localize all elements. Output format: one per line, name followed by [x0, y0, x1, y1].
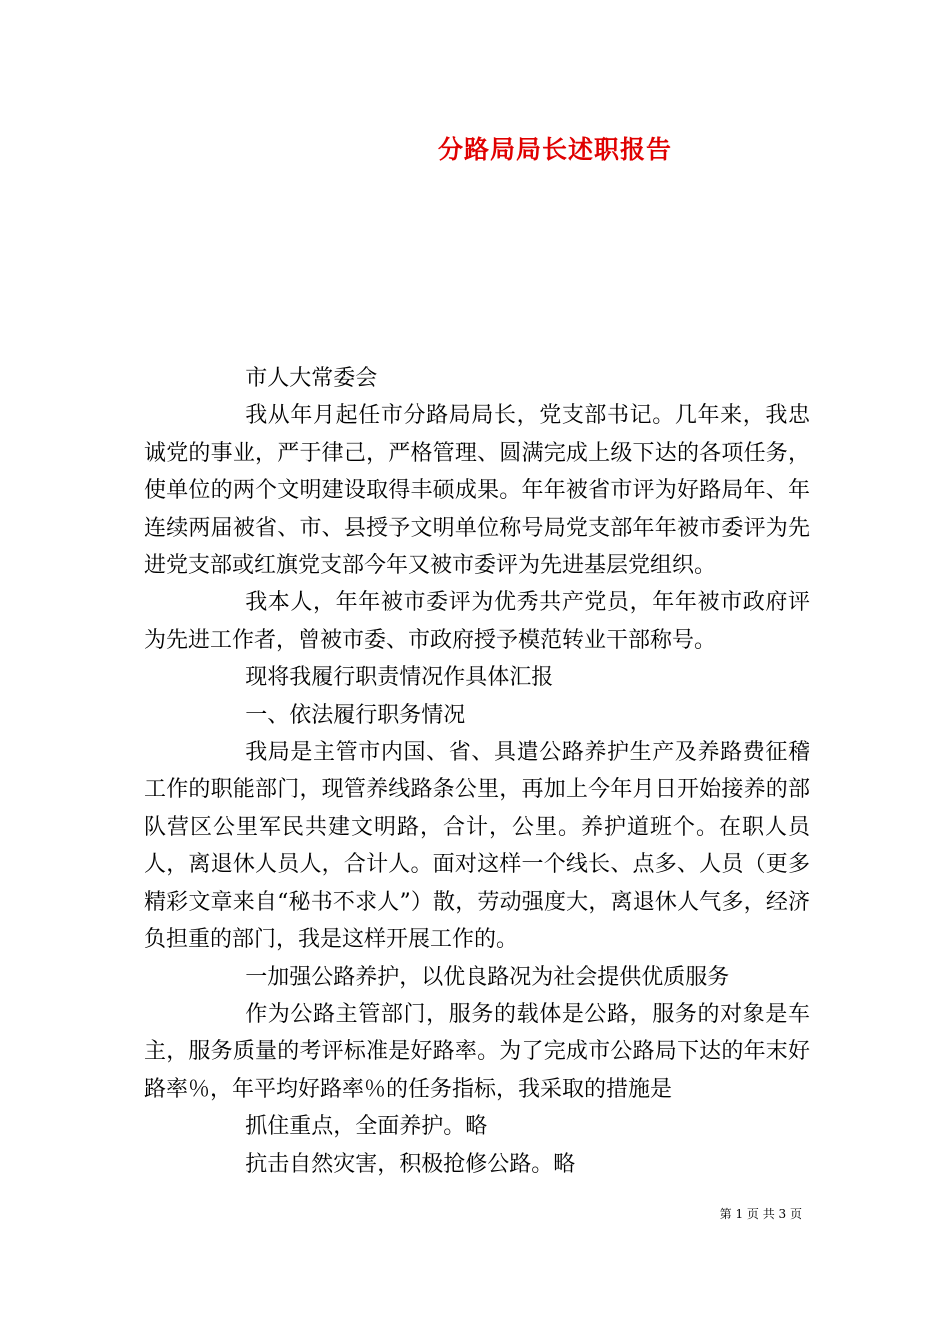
section-heading: 一、依法履行职务情况 — [245, 702, 466, 728]
body-paragraph: 我本人，年年被市委评为优秀共产党员，年年被市政府评为先进工作者，曾被市委、市政府授予模范转业干部称号。 — [144, 590, 810, 653]
salutation-paragraph: 市人大常委会 — [245, 366, 378, 391]
body-paragraph: 现将我履行职责情况作具体汇报 — [245, 665, 554, 691]
body-paragraph: 我局是主管市内国、省、具遣公路养护生产及养路费征稽工作的职能部门，现管养线路条公里，再加上今年月日开始接养的部队营区公里军民共建文明路，合计，公里。养护道班个。在职人员人，离退休人员人，合计人。面对这样一个线长、点多、人员（更多精彩文章来自“秘书不求人”）散，劳动强度大，离退休人气多，经济负担重的部门，我是这样开展工作的。 — [144, 740, 810, 953]
body-paragraph: 我从年月起任市分路局局长，党支部书记。几年来，我忠诚党的事业，严于律己，严格管理、圆满完成上级下达的各项任务，使单位的两个文明建设取得丰硕成果。年年被省市评为好路局年、年连续两届被省、市、县授予文明单位称号局党支部年年被市委评为先进党支部或红旗党支部今年又被市委评为先进基层党组织。 — [144, 403, 810, 579]
body-paragraph: 抓住重点，全面养护。略 — [245, 1114, 488, 1140]
document-body — [144, 360, 810, 1183]
document-title: 分路局局长述职报告 — [437, 135, 672, 164]
body-paragraph: 抗击自然灾害，积极抢修公路。略 — [245, 1151, 576, 1177]
page-number-footer: 第 1 页 共 3 页 — [719, 1207, 802, 1221]
subsection-heading: 一加强公路养护，以优良路况为社会提供优质服务 — [245, 964, 730, 990]
body-paragraph: 作为公路主管部门，服务的载体是公路，服务的对象是车主，服务质量的考评标准是好路率。为了完成市公路局下达的年末好路率％，年平均好路率％的任务指标，我采取的措施是 — [144, 1001, 810, 1102]
